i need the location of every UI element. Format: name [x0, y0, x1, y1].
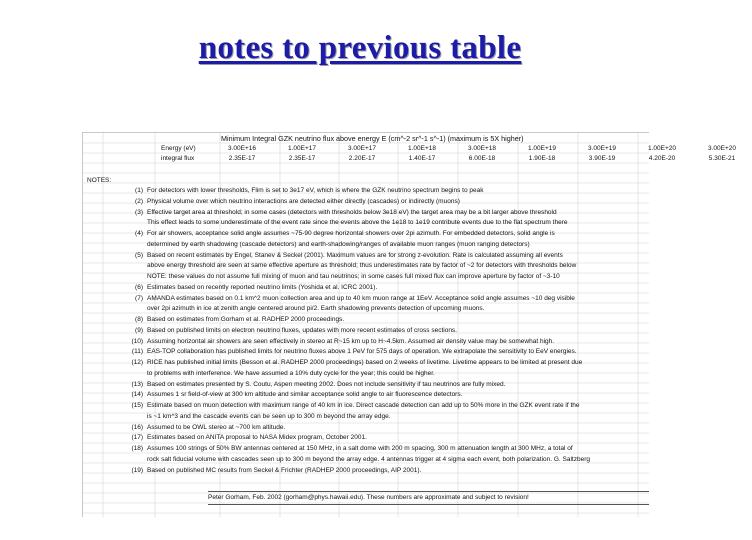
note-number: (16) [131, 423, 143, 431]
energy-cell: 3.00E+20 [707, 145, 736, 152]
spreadsheet-image [82, 132, 736, 517]
note-text: Estimates based on ANITA proposal to NASA Midex program, October 2001. [147, 434, 367, 442]
note-number: (6) [135, 283, 143, 291]
table-header: Minimum Integral GZK neutrino flux above energy E (cm^-2 sr^-1 s^-1) (maximum is 5X higher) [221, 134, 524, 143]
energy-cell: 1.00E+18 [407, 145, 436, 152]
energy-cell: 3.00E+18 [467, 145, 496, 152]
energy-row-label: Energy (eV) [161, 145, 196, 152]
note-text: Estimate based on muon detection with maximum range of 40 km in ice. Direct cascade detection can add up to 50% more in the GZK event rate if the [147, 402, 580, 409]
note-text: AMANDA estimates based on 0.1 km^2 muon collection area and up to 40 km muon range at 1EeV. Acceptance solid angle assumes ~10 deg visible [147, 294, 575, 302]
flux-cell: 5.30E-21 [708, 155, 736, 162]
note-number: (7) [135, 294, 143, 302]
note-text: Based on published MC results from Seckel & Frichter (RADHEP 2000 proceedings, AIP 2001). [147, 466, 422, 474]
note-text: above energy threshold are seen at same effective aperture as threshold; thus underestimates rate by factor of ~2 for detectors with thresholds below [147, 262, 577, 270]
note-text: For detectors with lower thresholds, Flim is set to 3e17 eV, which is where the GZK neutrino spectrum begins to peak [147, 187, 484, 194]
note-number: (8) [135, 316, 143, 323]
flux-cell: 1.90E-18 [528, 155, 556, 162]
note-number: (12) [131, 359, 143, 366]
footer-note: Peter Gorham, Feb. 2002 (gorham@phys.hawaii.edu). These numbers are approximate and subject to revision! [208, 494, 529, 501]
flux-cell: 2.35E-17 [228, 155, 256, 162]
note-number: (2) [135, 197, 143, 205]
note-number: (17) [131, 434, 143, 442]
note-number: (9) [135, 326, 143, 334]
note-text: Estimates based on recently reported neutrino limits (Yoshida et al. ICRC 2001). [147, 283, 378, 291]
note-text: Assumes 100 strings of 50% BW antennas centered at 150 MHz, in a salt dome with 200 m spacing, 300 m attenuation length at 300 MHz, a total of [147, 445, 573, 452]
note-text: Assuming horizontal air showers are seen effectively in stereo at R~15 km up to H~4.5km. Assumed air density value may be somewhat high. [147, 337, 555, 345]
flux-cell: 2.35E-17 [288, 155, 316, 162]
note-number: (13) [131, 380, 143, 388]
note-number: (10) [131, 337, 143, 345]
energy-cell: 3.00E+17 [347, 145, 376, 152]
flux-cell: 4.20E-20 [648, 155, 676, 162]
note-number: (1) [135, 187, 143, 194]
note-number: (15) [131, 402, 143, 409]
energy-cell: 3.00E+19 [587, 145, 616, 152]
flux-cell: 2.20E-17 [348, 155, 376, 162]
note-number: (18) [131, 445, 143, 452]
note-number: (14) [131, 391, 143, 399]
note-text: For air showers, acceptance solid angle assumes ~75-90 degree horizontal showers over 2pi azimuth. For embedded detectors, solid angle is [147, 230, 555, 237]
note-text: This effect leads to some underestimate of the event rate since the events above the 1e18 to 1e19 contribute events due to the flat spectrum there [147, 219, 568, 227]
note-number: (11) [131, 348, 143, 356]
note-number: (4) [135, 230, 143, 237]
energy-cell: 1.00E+19 [527, 145, 556, 152]
note-text: Based on estimates presented by S. Coutu, Aspen meeting 2002. Does not include sensitivity if tau neutrinos are fully mixed. [147, 380, 506, 388]
flux-cell: 6.00E-18 [468, 155, 496, 162]
energy-cell: 1.00E+17 [287, 145, 316, 152]
note-text: Assumed to be OWL stereo at ~700 km altitude. [147, 423, 286, 431]
note-text: determined by earth shadowing (cascade detectors) and earth-shadowing/ranges of available muon ranges (muon ranging detectors) [147, 240, 530, 248]
note-text: is ~1 km^3 and the cascade events can be seen up to 300 m beyond the array edge. [147, 412, 391, 420]
page-title: notes to previous table [198, 30, 522, 66]
note-text: to problems with interference. We have assumed a 10% duty cycle for the year; this could be higher. [147, 369, 435, 377]
note-text: over 2pi azimuth in ice at zenith angle centered around pi/2. Earth shadowing prevents detection of upcoming muons. [147, 305, 485, 313]
note-text: Based on estimates from Gorham et al. RADHEP 2000 proceedings. [147, 316, 345, 323]
flux-row-label: integral flux [161, 155, 195, 162]
flux-cell: 3.90E-19 [588, 155, 616, 162]
note-text: Assumes 1 sr field-of-view at 300 km altitude and similar acceptance solid angle to air fluorescence detectors. [147, 391, 463, 399]
note-text: Physical volume over which neutrino interactions are detected either directly (cascades) or indirectly (muons) [147, 197, 460, 205]
footer-box [208, 491, 649, 505]
energy-cell: 3.00E+16 [227, 145, 256, 152]
note-text: RICE has published initial limits (Besson et al. RADHEP 2000 proceedings) based on 2 weeks of livetime. Livetime appears to be limited at present due [147, 359, 583, 366]
note-text: NOTE: these values do not assume full mixing of muon and tau neutrinos; in some cases full mixed flux can improve aperture by factor of ~3-10 [147, 273, 560, 280]
note-text: Effective target area at threshold; in some cases (detectors with thresholds below 3e18 eV) the target area may be a bit larger above threshold [147, 208, 557, 216]
note-number: (5) [135, 251, 143, 259]
note-number: (3) [135, 208, 143, 216]
note-text: Based on recent estimates by Engel, Stanev & Seckel (2001). Maximum values are for strong z-evolution. Rate is calculated assuming all events [147, 251, 563, 259]
note-text: rock salt fiducial volume with cascades seen up to 300 m beyond the array edge. 4 antennas trigger at 4 sigma each event, both polarization. G. Saltzberg [147, 455, 590, 463]
notes-heading: NOTES: [87, 177, 112, 184]
energy-cell: 1.00E+20 [647, 145, 676, 152]
flux-cell: 1.40E-17 [408, 155, 436, 162]
note-number: (19) [131, 466, 143, 474]
note-text: EAS-TOP collaboration has published limits for neutrino fluxes above 1 PeV for 575 days of operation. We extrapolate the sensitivity to EeV energies. [147, 348, 577, 356]
note-text: Based on published limits on electron neutrino fluxes, updates with more recent estimates of cross sections. [147, 326, 457, 334]
